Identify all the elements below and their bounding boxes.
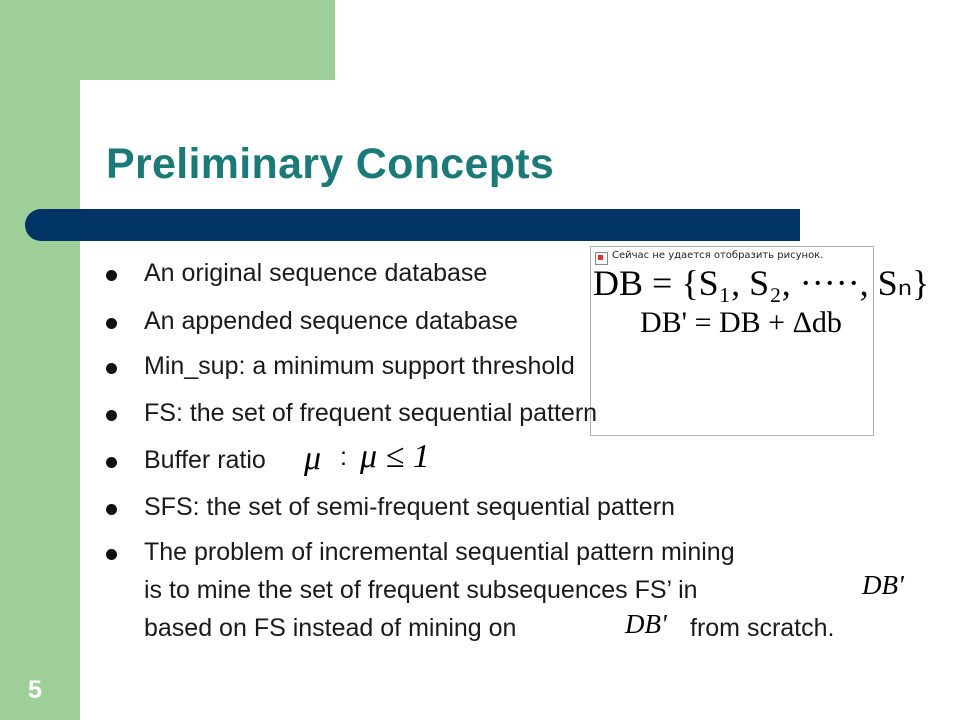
formula-mu: μ [304, 440, 322, 477]
green-background-left [0, 0, 80, 720]
formula-db-prime-definition: DB' = DB + Δdb [640, 306, 842, 339]
bullet-text: Buffer ratio [144, 446, 266, 474]
bullet-text: FS: the set of frequent sequential pattern [144, 399, 598, 427]
formula-db: DB = {S₁, S₂, ·····, Sₙ} [593, 263, 930, 303]
broken-image-message: Сейчас не удается отобразить рисунок. [612, 250, 824, 261]
formula-mu-leq-1: μ ≤ 1 [360, 438, 430, 475]
bullet-text: SFS: the set of semi-frequent sequential pattern [144, 493, 675, 521]
formula-db-prime: DB' [862, 570, 904, 600]
green-background-top [0, 0, 335, 80]
slide-title: Preliminary Concepts [106, 140, 555, 188]
bullet-text-line-3: based on FS instead of mining on [144, 614, 517, 642]
title-underline-bar [25, 209, 800, 241]
bullet-text: An appended sequence database [144, 307, 518, 335]
bullet-text-line-1: The problem of incremental sequential pattern mining [144, 538, 735, 566]
bullet-text: An original sequence database [144, 259, 488, 287]
bullet-text: Min_sup: a minimum support threshold [144, 352, 575, 380]
formula-db-prime: DB' [625, 609, 667, 639]
bullet-text-line-2: is to mine the set of frequent subsequences FS’ in [144, 576, 698, 604]
buffer-ratio-colon: : [340, 443, 347, 471]
bullet-tail-text: from scratch. [690, 614, 835, 642]
page-number: 5 [28, 676, 42, 704]
